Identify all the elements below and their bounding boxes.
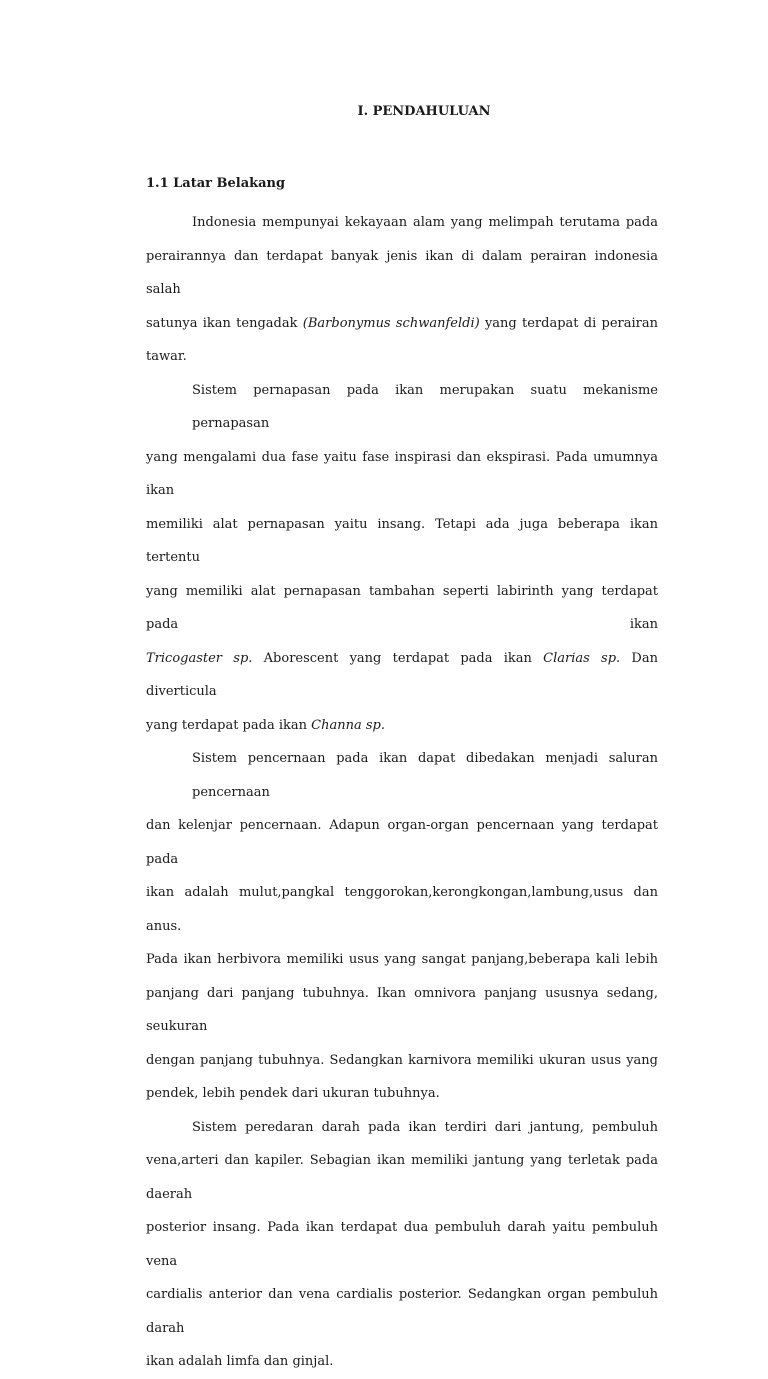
text-run: memiliki alat pernapasan yaitu insang. Tetapi ada juga beberapa ikan tertentu — [146, 516, 658, 565]
text-line — [146, 876, 658, 943]
text-line — [146, 809, 658, 876]
text-line — [146, 1077, 658, 1111]
paragraph — [146, 374, 658, 743]
text-line — [146, 742, 658, 809]
text-run: vena,arteri dan kapiler. Sebagian ikan memiliki jantung yang terletak pada daerah — [146, 1153, 658, 1202]
text-run: Dan diverticula — [146, 650, 658, 699]
paragraph — [146, 742, 658, 1111]
text-run: Pada ikan herbivora memiliki usus yang sangat panjang,beberapa kali lebih — [146, 952, 658, 967]
text-run: perairannya dan terdapat banyak jenis ikan di dalam perairan indonesia salah — [146, 248, 658, 297]
text-line — [146, 206, 658, 240]
text-line — [146, 1345, 658, 1379]
text-run: dengan panjang tubuhnya. Sedangkan karnivora memiliki ukuran usus yang — [146, 1052, 658, 1068]
text-run: Aborescent yang terdapat pada ikan — [252, 650, 544, 666]
section-heading: 1.1 Latar Belakang — [146, 176, 286, 191]
text-line — [146, 977, 658, 1044]
text-run: ikan adalah limfa dan ginjal. — [146, 1354, 334, 1369]
text-run: yang mengalami dua fase yaitu fase inspirasi dan ekspirasi. Pada umumnya ikan — [146, 449, 658, 498]
text-line — [146, 943, 658, 977]
text-line — [146, 1278, 658, 1345]
text-run: Sistem peredaran darah pada ikan terdiri dari jantung, pembuluh — [192, 1119, 658, 1135]
text-line — [146, 307, 658, 374]
italic-species-name: Tricogaster sp. — [146, 650, 253, 666]
text-run: Sistem pernapasan pada ikan merupakan suatu mekanisme pernapasan — [192, 382, 658, 431]
text-run: posterior insang. Pada ikan terdapat dua pembuluh darah yaitu pembuluh vena — [146, 1220, 658, 1269]
text-line — [146, 575, 658, 642]
text-run: panjang dari panjang tubuhnya. Ikan omnivora panjang ususnya sedang, seukuran — [146, 985, 658, 1034]
text-line — [146, 1211, 658, 1278]
text-run: Sistem pencernaan pada ikan dapat dibedakan menjadi saluran pencernaan — [192, 751, 658, 800]
text-run: yang terdapat pada ikan — [146, 717, 312, 733]
text-run: yang terdapat di perairan tawar. — [146, 315, 658, 364]
paragraph — [146, 1111, 658, 1379]
text-line — [146, 441, 658, 508]
text-line — [146, 240, 658, 307]
text-line — [146, 1144, 658, 1211]
body-text — [146, 206, 658, 1379]
text-run: cardialis anterior dan vena cardialis posterior. Sedangkan organ pembuluh darah — [146, 1287, 658, 1336]
paragraph — [146, 206, 658, 374]
text-line — [146, 709, 658, 743]
text-line — [146, 508, 658, 575]
text-run: yang memiliki alat pernapasan tambahan seperti labirinth yang terdapat pada ikan — [146, 583, 658, 632]
chapter-title: I. PENDAHULUAN — [357, 104, 491, 119]
italic-species-name: Clarias sp. — [543, 650, 621, 666]
text-line — [146, 1111, 658, 1145]
text-run: Indonesia mempunyai kekayaan alam yang melimpah terutama pada — [192, 215, 658, 230]
italic-species-name: (Barbonymus schwanfeldi) — [302, 315, 480, 331]
text-line — [146, 374, 658, 441]
italic-species-name: Channa sp. — [311, 717, 385, 733]
text-run: ikan adalah mulut,pangkal tenggorokan,kerongkongan,lambung,usus dan anus. — [146, 885, 658, 934]
text-line — [146, 1044, 658, 1078]
text-run: dan kelenjar pencernaan. Adapun organ-organ pencernaan yang terdapat pada — [146, 818, 658, 867]
text-run: pendek, lebih pendek dari ukuran tubuhnya. — [146, 1086, 440, 1101]
text-line — [146, 642, 658, 709]
text-run: satunya ikan tengadak — [146, 315, 303, 331]
